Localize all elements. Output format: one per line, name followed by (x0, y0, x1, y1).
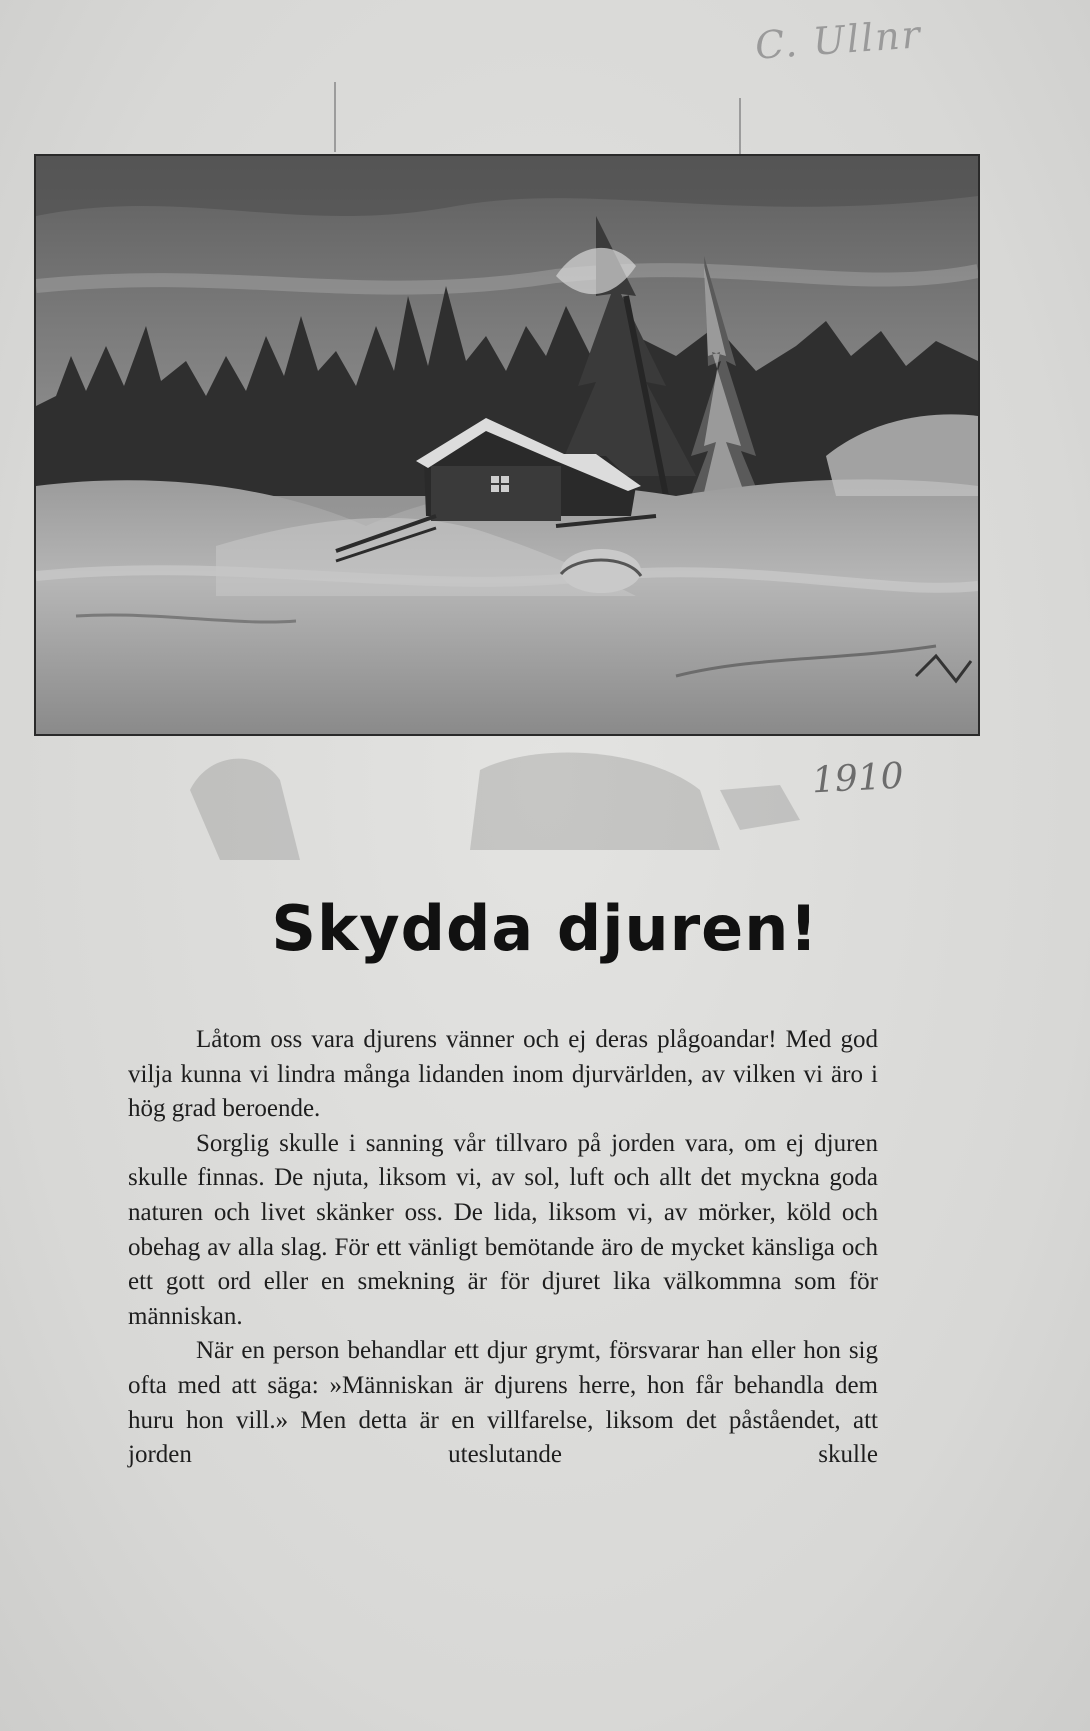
show-through-image (180, 730, 820, 870)
pencil-mark (739, 98, 741, 158)
handwritten-year: 1910 (810, 755, 905, 802)
article-body (128, 1023, 878, 1473)
page-title: Skydda djuren! (271, 892, 819, 965)
paragraph: Sorglig skulle i sanning vår tillvaro på jorden vara, om ej djuren skulle finnas. De njuta, liksom vi, av sol, luft och allt det myckna goda naturen och livet skänker oss. De lida, liksom vi, av mörker, köld och obehag av alla slag. För ett vänligt bemötande äro de mycket känsliga och ett gott ord eller en smekning är för djuret lika välkommna som för människan. (128, 1129, 878, 1330)
pencil-mark (334, 82, 336, 152)
paragraph: Låtom oss vara djurens vänner och ej deras plågoandar! Med god vilja kunna vi lindra många lidanden inom djurvärlden, av vilken vi äro i hög grad beroende. (128, 1026, 878, 1123)
paragraph: När en person behandlar ett djur grymt, försvarar han eller hon sig ofta med att säga: »Människan är djurens herre, hon får behandla dem huru hon vill.» Men detta är en villfarelse, liksom det påståendet, att jorden uteslutande skulle (128, 1337, 878, 1469)
winter-cabin-illustration (34, 154, 980, 736)
handwritten-signature: C. Ullnr (753, 12, 924, 68)
